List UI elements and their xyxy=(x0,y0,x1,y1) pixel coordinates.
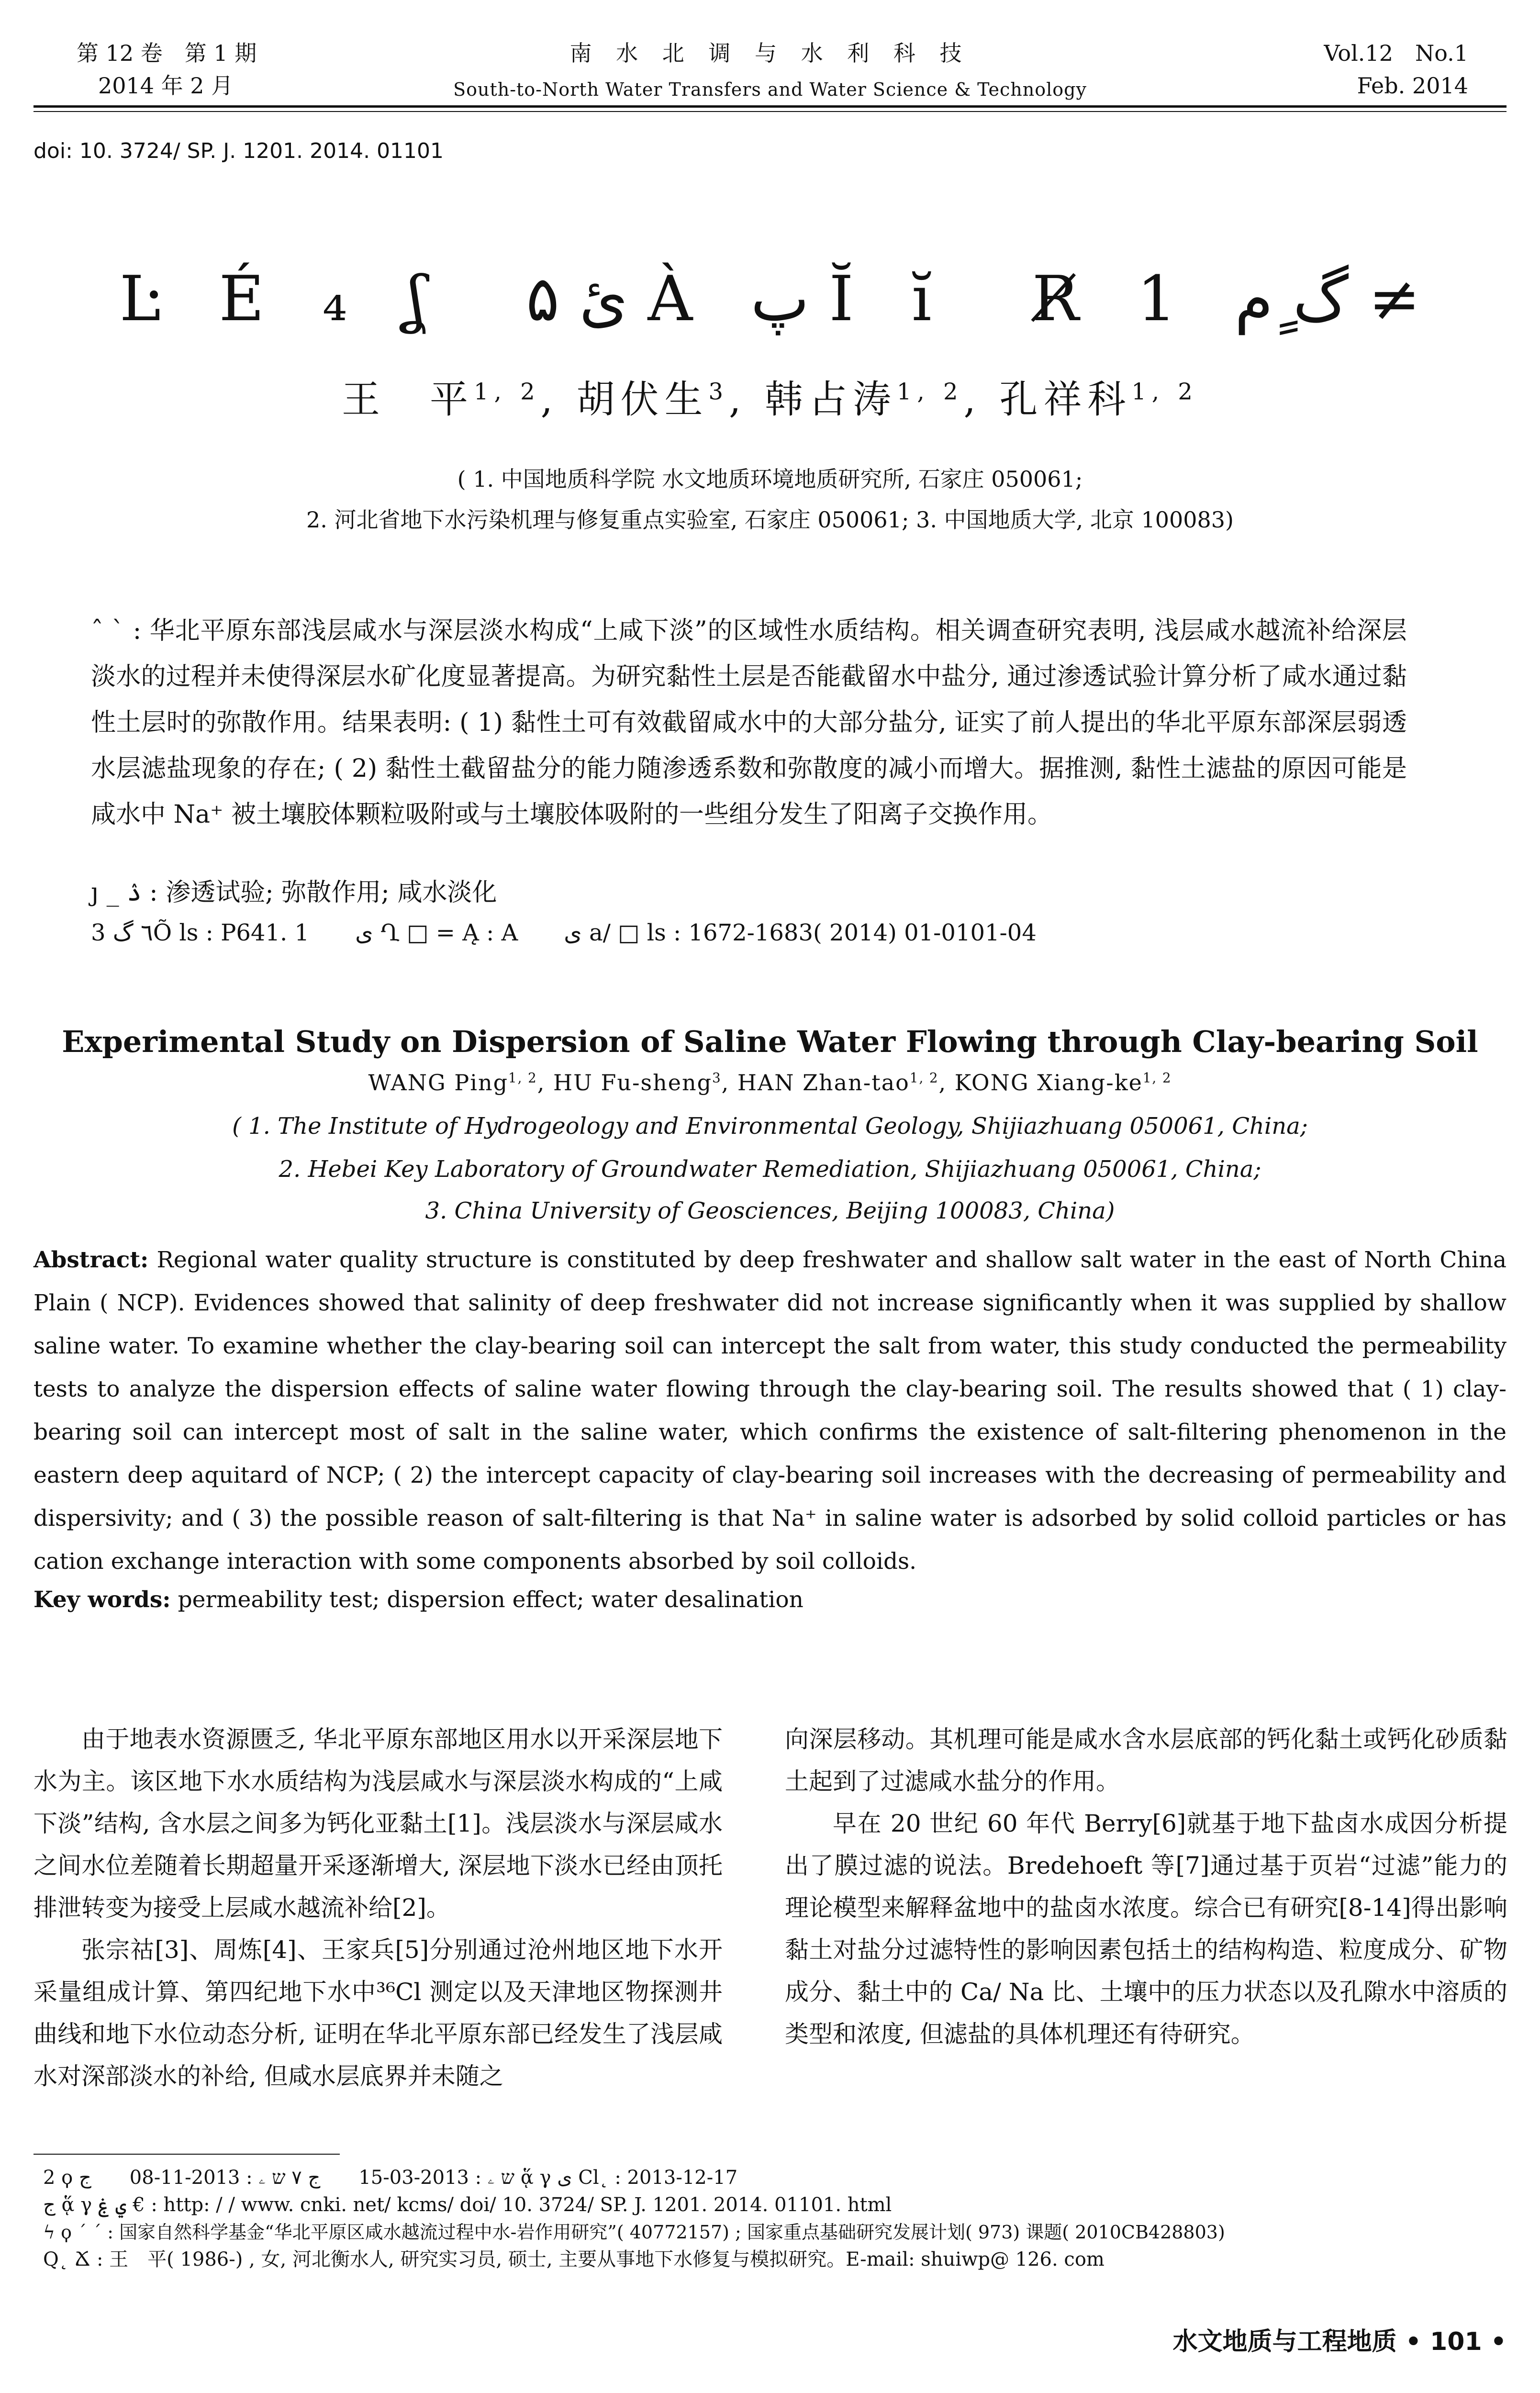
body-left-column xyxy=(33,1718,723,2097)
journal-title-cn: 南 水 北 调 与 水 利 科 技 xyxy=(569,40,971,66)
page-footer: 水文地质与工程地质 • 101 • xyxy=(1172,2327,1507,2356)
paper-title-cn: Ŀ É ₄ ʆ ئ ۵ À پ Ĭ ĭ R̸ 1 گ ٍم ≠ xyxy=(119,262,1421,335)
keywords-en-text: permeability test; dispersion effect; water desalination xyxy=(178,1587,803,1613)
authors-en xyxy=(0,1070,1540,1096)
author-en-1: WANG Ping xyxy=(368,1070,509,1096)
footnote-url: ج ᾅ γ ي ۼ € : http: / / www. cnki. net/ kcms/ doi/ 10. 3724/ SP. J. 1201. 2014. 01101. html xyxy=(43,2194,892,2216)
author-3-sup: 1, 2 xyxy=(896,378,964,405)
abstract-cn xyxy=(91,608,1407,838)
abstract-cn-label: ˆ ˋ : xyxy=(91,616,142,645)
footnote-rule xyxy=(33,2154,340,2155)
affiliation-cn-2: 2. 河北省地下水污染机理与修复重点实验室, 石家庄 050061; 3. 中国地质大学, 北京 100083) xyxy=(306,507,1234,533)
body-paragraph: 早在 20 世纪 60 年代 Berry[6]就基于地下盐卤水成因分析提出了膜过滤的说法。Bredehoeft 等[7]通过基于页岩“过滤”能力的理论模型来解释盆地中的盐卤水浓度。综合已有研究[8-14]得出影响黏土对盐分过滤特性的影响因素包括土的结构构造、粒度成分、矿物成分、黏土中的 Ca/ Na 比、土壤中的压力状态以及孔隙水中溶质的类型和浓度, 但滤盐的具体机理还有待研究。 xyxy=(785,1810,1507,2048)
abstract-cn-text: 华北平原东部浅层咸水与深层淡水构成“上咸下淡”的区域性水质结构。相关调查研究表明, 浅层咸水越流补给深层淡水的过程并未使得深层水矿化度显著提高。为研究黏性土层是否能截留水中盐分, 通过渗透试验计算分析了咸水通过黏性土层时的弥散作用。结果表明: ( 1) 黏性土可有效截留咸水中的大部分盐分, 证实了前人提出的华北平原东部深层弱透水层滤盐现象的存在; ( 2) 黏性土截留盐分的能力随渗透系数和弥散度的减小而增大。据推测, 黏性土滤盐的原因可能是咸水中 Na⁺ 被土壤胶体颗粒吸附或与土壤胶体吸附的一些组分发生了阳离子交换作用。 xyxy=(91,616,1407,829)
affiliation-en-3: 3. China University of Geosciences, Beijing 100083, China) xyxy=(425,1197,1115,1224)
author-en-2-sup: 3 xyxy=(712,1070,722,1086)
journal-title-en: South-to-North Water Transfers and Water Science & Technology xyxy=(453,79,1087,100)
affiliation-en-2: 2. Hebei Key Laboratory of Groundwater Remediation, Shijiazhuang 050061, China; xyxy=(279,1156,1261,1183)
keywords-en-label: Key words: xyxy=(33,1587,171,1613)
footnote-author-bio: Q˛ Ճ : 王 平( 1986-) , 女, 河北衡水人, 研究实习员, 硕士, 主要从事地下水修复与模拟研究。E-mail: shuiwp@ 126. com xyxy=(43,2248,1105,2270)
abstract-en-label: Abstract: xyxy=(33,1247,149,1273)
author-4-sup: 1, 2 xyxy=(1131,378,1198,405)
author-1-sup: 1, 2 xyxy=(474,378,541,405)
author-en-3: , HAN Zhan-tao xyxy=(721,1070,910,1096)
author-en-2: , HU Fu-sheng xyxy=(537,1070,713,1096)
author-2-sup: 3 xyxy=(708,378,729,405)
author-4: , 孔祥科 xyxy=(963,377,1132,422)
author-en-4: , KONG Xiang-ke xyxy=(938,1070,1143,1096)
classification-line: 3 ٦ گÕ ls : P641. 1 ى Ղ □ = Ą : A ى a/ □ ls : 1672-1683( 2014) 01-0101-04 xyxy=(91,919,1037,946)
paper-title-en: Experimental Study on Dispersion of Saline Water Flowing through Clay-bearing Soil xyxy=(62,1024,1478,1059)
affiliation-en-1: ( 1. The Institute of Hydrogeology and Environmental Geology, Shijiazhuang 050061, China; xyxy=(232,1113,1308,1140)
authors-cn xyxy=(0,369,1540,424)
journal-vol-en: Vol.12 No.1 xyxy=(1324,40,1468,66)
journal-volume-issue: 第 12 卷 第 1 期 xyxy=(77,40,257,66)
keywords-cn-label: ȷ _ ۮ : xyxy=(91,878,158,907)
header-rule-thick xyxy=(33,105,1507,108)
journal-date: 2014 年 2 月 xyxy=(98,73,234,99)
body-paragraph: 张宗祜[3]、周炼[4]、王家兵[5]分别通过沧州地区地下水开采量组成计算、第四纪地下水中³⁶Cl 测定以及天津地区物探测井曲线和地下水位动态分析, 证明在华北平原东部已经发生了浅层咸水对深部淡水的补给, 但咸水层底界并未随之 xyxy=(33,1936,723,2090)
body-right-column xyxy=(785,1718,1507,2055)
journal-date-en: Feb. 2014 xyxy=(1357,73,1468,99)
header-rule-thin xyxy=(33,111,1507,112)
abstract-en-text: Regional water quality structure is constituted by deep freshwater and shallow salt water in the east of North China Plain ( NCP). Evidences showed that salinity of deep freshwater did not increase significantly when it was supplied by shallow saline water. To examine whether the clay-bearing soil can intercept the salt from water, this study conducted the permeability tests to analyze the dispersion effects of saline water flowing through the clay-bearing soil. The results showed that ( 1) clay-bearing soil can intercept most of salt in the saline water, which confirms the existence of salt-filtering phenomenon in the eastern deep aquitard of NCP; ( 2) the intercept capacity of clay-bearing soil increases with the decreasing of permeability and dispersivity; and ( 3) the possible reason of salt-filtering is that Na⁺ in saline water is adsorbed by solid colloid particles or has cation exchange interaction with some components absorbed by soil colloids. xyxy=(33,1247,1507,1575)
abstract-en xyxy=(33,1239,1507,1583)
author-1: 王 平 xyxy=(342,377,474,422)
author-2: , 胡伏生 xyxy=(540,377,709,422)
body-paragraph: 由于地表水资源匮乏, 华北平原东部地区用水以开采深层地下水为主。该区地下水水质结构为浅层咸水与深层淡水构成的“上咸下淡”结构, 含水层之间多为钙化亚黏土[1]。浅层淡水与深层咸水之间水位差随着长期超量开采逐渐增大, 深层地下淡水已经由顶托排泄转变为接受上层咸水越流补给[2]。 xyxy=(33,1725,723,1922)
author-3: , 韩占涛 xyxy=(729,377,897,422)
author-en-4-sup: 1, 2 xyxy=(1142,1070,1172,1086)
author-en-3-sup: 1, 2 xyxy=(909,1070,939,1086)
keywords-en xyxy=(33,1587,803,1613)
author-en-1-sup: 1, 2 xyxy=(508,1070,537,1086)
affiliation-cn-1: ( 1. 中国地质科学院 水文地质环境地质研究所, 石家庄 050061; xyxy=(457,466,1083,492)
footnote-funding: ϟ ϙ ´ ˊ : 国家自然科学基金“华北平原区咸水越流过程中水-岩作用研究”( 40772157) ; 国家重点基础研究发展计划( 973) 课题( 2010CB428803) xyxy=(43,2222,1225,2243)
doi-line: doi: 10. 3724/ SP. J. 1201. 2014. 01101 xyxy=(33,139,444,163)
footnote-dates: 2 ϙ ש ۦ : 2013-03-15 ج ۷ ש ۦ : 2013-11-08 ج ᾅ γ ى Cl˛ : 2013-12-17 xyxy=(43,2167,738,2189)
body-paragraph: 向深层移动。其机理可能是咸水含水层底部的钙化黏土或钙化砂质黏土起到了过滤咸水盐分的作用。 xyxy=(785,1725,1507,1795)
keywords-cn-text: 渗透试验; 弥散作用; 咸水淡化 xyxy=(166,878,497,907)
keywords-cn xyxy=(91,872,497,908)
